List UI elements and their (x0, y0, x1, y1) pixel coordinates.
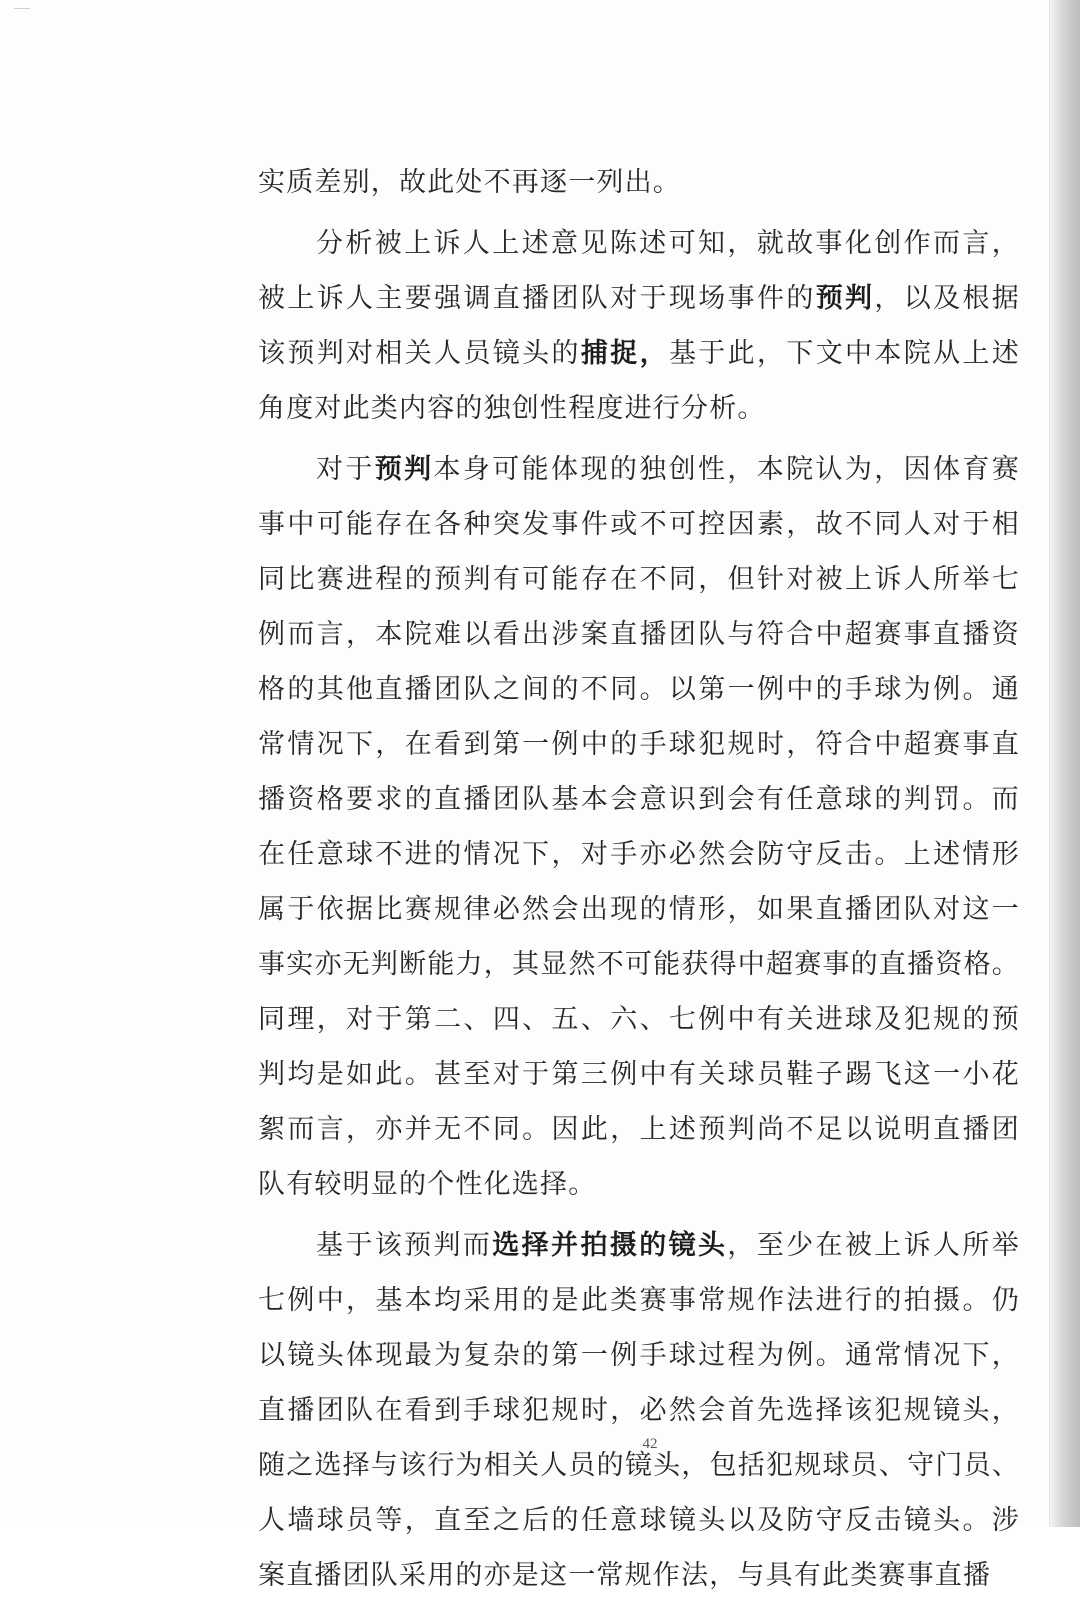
text-line (258, 216, 1020, 271)
text-segment: 七例中，基本均采用的是此类赛事常规作法进行的拍摄。仍 (258, 1285, 1020, 1316)
text-segment: 常情况下，在看到第一例中的手球犯规时，符合中超赛事直 (258, 729, 1020, 760)
text-segment: 例而言，本院难以看出涉案直播团队与符合中超赛事直播资 (258, 619, 1020, 650)
text-line (258, 442, 1020, 497)
text-segment: 在任意球不进的情况下，对手亦必然会防守反击。上述情形 (258, 839, 1020, 870)
text-segment: 以镜头体现最为复杂的第一例手球过程为例。通常情况下， (258, 1340, 1020, 1371)
text-line (258, 1548, 1020, 1603)
text-segment: 人墙球员等，直至之后的任意球镜头以及防守反击镜头。涉 (258, 1505, 1020, 1536)
text-segment: 被上诉人主要强调直播团队对于现场事件的 (258, 283, 816, 314)
text-line (258, 381, 1020, 436)
text-line (258, 827, 1020, 882)
text-segment: ，以及根据 (874, 283, 1020, 314)
text-line (258, 662, 1020, 717)
text-segment: 对于 (316, 454, 375, 485)
bold-emphasis: 预判 (815, 283, 875, 314)
text-segment: 该预判对相关人员镜头的 (258, 338, 581, 369)
text-segment: 格的其他直播团队之间的不同。以第一例中的手球为例。通 (258, 674, 1020, 705)
text-segment: 播资格要求的直播团队基本会意识到会有任意球的判罚。而 (258, 784, 1020, 815)
bold-emphasis: 预判 (374, 454, 434, 485)
text-line (258, 326, 1020, 381)
text-segment: 分析被上诉人上述意见陈述可知，就故事化创作而言， (316, 228, 1020, 259)
page-number: 42 (642, 1436, 658, 1452)
bold-emphasis: 捕捉， (580, 338, 669, 369)
text-segment: 基于此，下文中本院从上述 (668, 338, 1021, 369)
text-segment: 絮而言，亦并无不同。因此，上述预判尚不足以说明直播团 (258, 1114, 1020, 1145)
text-segment: 随之选择与该行为相关人员的镜头，包括犯规球员、守门员、 (258, 1450, 1020, 1481)
text-line (258, 717, 1020, 772)
text-line (258, 271, 1020, 326)
page-edge-shadow (1050, 0, 1080, 1527)
text-line (258, 1047, 1020, 1102)
text-line (258, 1493, 1020, 1548)
text-segment: 实质差别，故此处不再逐一列出。 (258, 167, 681, 198)
scan-corner-mark (14, 8, 30, 9)
bold-emphasis: 选择并拍摄的镜头 (492, 1230, 728, 1261)
text-line (258, 937, 1020, 992)
text-segment: 队有较明显的个性化选择。 (258, 1169, 597, 1200)
text-line (258, 1218, 1020, 1273)
text-segment: 基于该预判而 (316, 1230, 493, 1261)
text-line (258, 1273, 1020, 1328)
text-line (258, 1383, 1020, 1438)
text-segment: 属于依据比赛规律必然会出现的情形，如果直播团队对这一 (258, 894, 1020, 925)
text-segment: 案直播团队采用的亦是这一常规作法，与具有此类赛事直播 (258, 1560, 992, 1591)
text-line (258, 607, 1020, 662)
text-line (258, 552, 1020, 607)
text-line (258, 1102, 1020, 1157)
text-segment: 事实亦无判断能力，其显然不可能获得中超赛事的直播资格。 (258, 949, 1020, 980)
document-body (258, 155, 1020, 1603)
text-segment: 本身可能体现的独创性，本院认为，因体育赛 (433, 454, 1020, 485)
text-segment: 事中可能存在各种突发事件或不可控因素，故不同人对于相 (258, 509, 1020, 540)
text-line (258, 497, 1020, 552)
text-segment: 同理，对于第二、四、五、六、七例中有关进球及犯规的预 (258, 1004, 1020, 1035)
text-segment: 直播团队在看到手球犯规时，必然会首先选择该犯规镜头， (258, 1395, 1020, 1426)
text-segment: 同比赛进程的预判有可能存在不同，但针对被上诉人所举七 (258, 564, 1020, 595)
text-line (258, 992, 1020, 1047)
text-line (258, 1328, 1020, 1383)
text-line (258, 155, 1020, 210)
text-segment: 角度对此类内容的独创性程度进行分析。 (258, 393, 766, 424)
text-line (258, 882, 1020, 937)
text-line (258, 1157, 1020, 1212)
text-line (258, 772, 1020, 827)
text-segment: 判均是如此。甚至对于第三例中有关球员鞋子踢飞这一小花 (258, 1059, 1020, 1090)
text-segment: ，至少在被上诉人所举 (727, 1230, 1020, 1261)
